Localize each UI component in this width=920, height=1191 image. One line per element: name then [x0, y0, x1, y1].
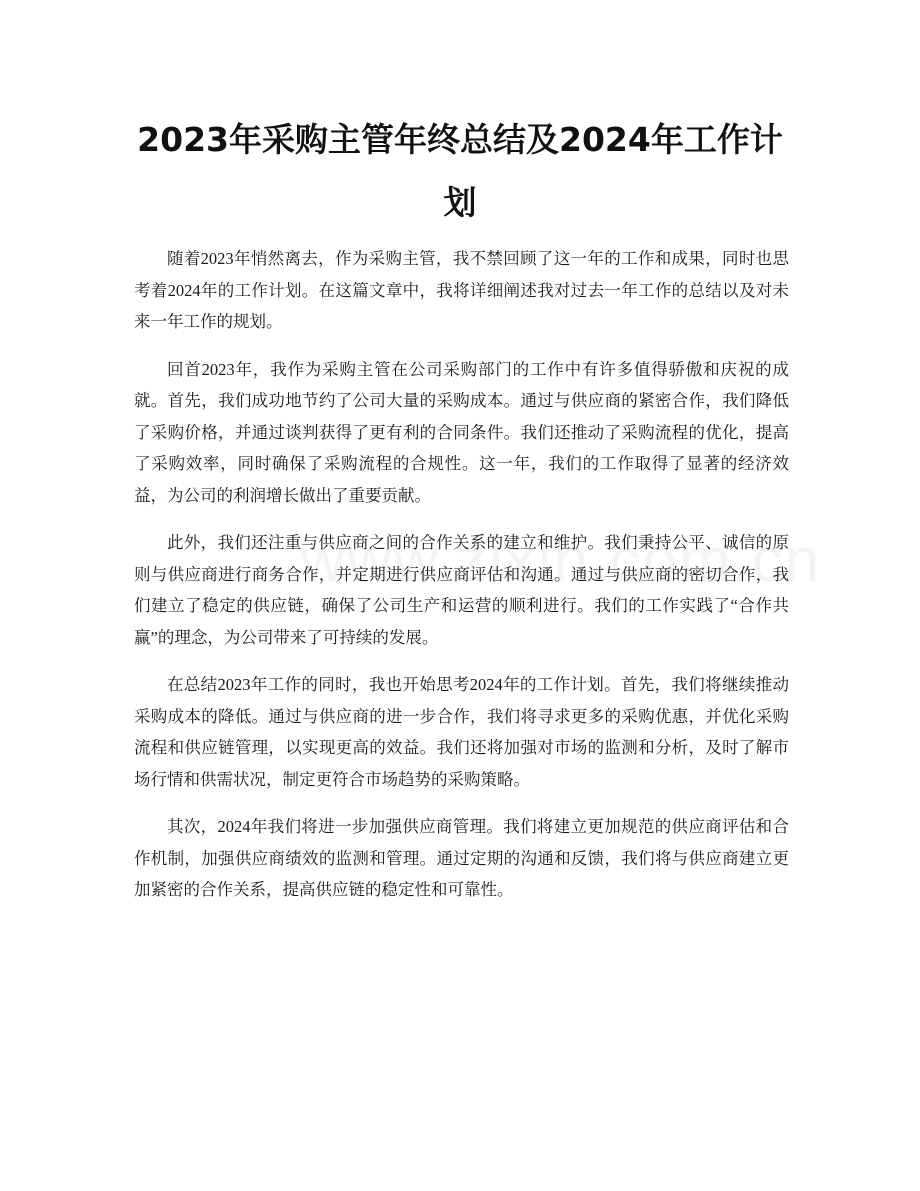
- paragraph-intro: 随着2023年悄然离去，作为采购主管，我不禁回顾了这一年的工作和成果，同时也思考着2024年的工作计划。在这篇文章中，我将详细阐述我对过去一年工作的总结以及对未来一年工作的规划。: [134, 249, 789, 331]
- paragraph-plan-cost: 在总结2023年工作的同时，我也开始思考2024年的工作计划。首先，我们将继续推动采购成本的降低。通过与供应商的进一步合作，我们将寻求更多的采购优惠，并优化采购流程和供应链管理，以实现更高的效益。我们还将加强对市场的监测和分析，及时了解市场行情和供需状况，制定更符合市场趋势的采购策略。: [134, 675, 789, 789]
- paragraph-supplier-relations: 此外，我们还注重与供应商之间的合作关系的建立和维护。我们秉持公平、诚信的原则与供应商进行商务合作，并定期进行供应商评估和沟通。通过与供应商的密切合作，我们建立了稳定的供应链，确保了公司生产和运营的顺利进行。我们的工作实践了“合作共赢”的理念，为公司带来了可持续的发展。: [134, 533, 789, 647]
- document-body: [134, 243, 789, 922]
- document-title: 2023年采购主管年终总结及2024年工作计划: [137, 120, 783, 222]
- paragraph-achievements: 回首2023年，我作为采购主管在公司采购部门的工作中有许多值得骄傲和庆祝的成就。首先，我们成功地节约了公司大量的采购成本。通过与供应商的紧密合作，我们降低了采购价格，并通过谈判获得了更有利的合同条件。我们还推动了采购流程的优化，提高了采购效率，同时确保了采购流程的合规性。这一年，我们的工作取得了显著的经济效益，为公司的利润增长做出了重要贡献。: [134, 359, 789, 505]
- paragraph-plan-supplier: 其次，2024年我们将进一步加强供应商管理。我们将建立更加规范的供应商评估和合作机制，加强供应商绩效的监测和管理。通过定期的沟通和反馈，我们将与供应商建立更加紧密的合作关系，提高供应链的稳定性和可靠性。: [134, 817, 789, 899]
